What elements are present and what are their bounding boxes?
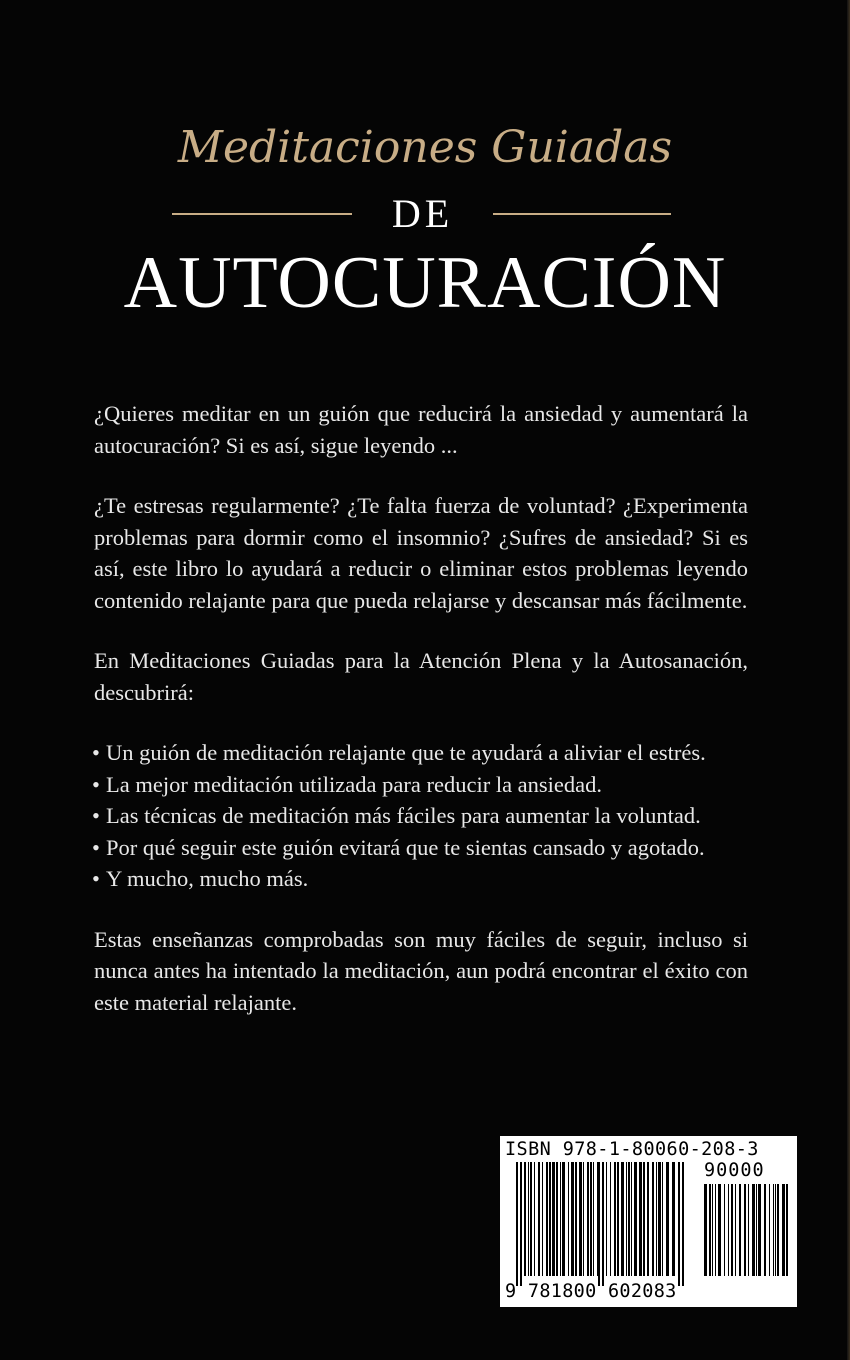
barcode-bar: [769, 1184, 770, 1276]
barcode-bar: [782, 1184, 785, 1276]
list-item: [94, 800, 748, 832]
barcode-bar: [626, 1162, 627, 1276]
barcode-bar: [530, 1162, 532, 1276]
bullet-icon: •: [92, 740, 100, 765]
barcode-bar: [552, 1162, 555, 1276]
blurb: [94, 398, 748, 1047]
list-item-text: Por qué seguir este guión evitará que te sientas cansado y agotado.: [106, 834, 705, 860]
barcode-bar: [556, 1162, 558, 1276]
barcode-bar: [568, 1162, 569, 1276]
barcode-bar: [516, 1162, 518, 1286]
blurb-paragraph-1: ¿Quieres meditar en un guión que reducirá la ansiedad y aumentará la autocuración? Si es así, sigue leyendo ...: [94, 401, 748, 458]
ean-digits: 9 781800 602083: [505, 1281, 677, 1302]
barcode-bar: [718, 1184, 721, 1276]
barcode-bar: [621, 1162, 624, 1276]
barcode-bar: [709, 1184, 711, 1276]
barcode-bar: [528, 1162, 529, 1276]
barcode-bar: [739, 1184, 741, 1276]
title-de: DE: [391, 191, 454, 236]
barcode-bar: [724, 1184, 725, 1276]
title-de-row: [0, 192, 850, 240]
barcode-bar: [598, 1162, 600, 1286]
barcode-bar: [731, 1184, 733, 1276]
barcode-bar: [647, 1162, 649, 1276]
barcode-bar: [631, 1162, 632, 1276]
barcode-bar: [546, 1162, 548, 1276]
bullet-icon: •: [92, 771, 100, 797]
barcode-bar: [520, 1162, 522, 1286]
barcode-bar: [614, 1162, 616, 1276]
barcode-bar: [643, 1162, 645, 1276]
barcode-bar: [542, 1162, 543, 1276]
barcode-bar: [744, 1184, 746, 1276]
barcode-bar: [587, 1162, 589, 1276]
barcode-bar: [562, 1162, 565, 1276]
barcode-bar: [704, 1184, 707, 1276]
list-item-text: Un guión de meditación relajante que te ayudará a aliviar el estrés.: [106, 740, 706, 765]
barcode-bar: [764, 1184, 766, 1276]
barcode-bar: [639, 1162, 642, 1276]
barcode-bar: [524, 1162, 526, 1276]
barcode-bar: [606, 1162, 607, 1276]
blurb-paragraph-2: ¿Te estresas regularmente? ¿Te falta fuerza de voluntad? ¿Experimenta problemas para dormir como el insomnio? ¿Sufres de ansiedad? Si es así, este libro lo ayudará a reducir o eliminar estos problemas leyendo contenido relajante para que pueda relajarse y descansar más fácilmente.: [94, 493, 748, 613]
barcode-bar: [610, 1162, 611, 1276]
barcode-bar: [728, 1184, 729, 1276]
barcode-bar: [775, 1184, 776, 1276]
barcode-bar: [658, 1162, 661, 1276]
list-item: [94, 769, 748, 801]
barcode-bar: [583, 1162, 584, 1276]
barcode-bar: [748, 1184, 749, 1276]
barcode-bar: [534, 1162, 535, 1276]
barcode-bar: [666, 1162, 669, 1276]
barcode-bar: [773, 1184, 774, 1276]
list-item-text: La mejor meditación utilizada para reducir la ansiedad.: [106, 771, 603, 797]
isbn-barcode: [500, 1136, 797, 1307]
barcode-bar: [602, 1162, 604, 1286]
barcode-bar: [571, 1162, 574, 1276]
barcode-bar: [575, 1162, 577, 1276]
title-main: AUTOCURACIÓN: [123, 242, 727, 324]
list-item: [94, 863, 748, 895]
price-code: 90000: [704, 1160, 765, 1181]
barcode-bar: [682, 1162, 684, 1286]
divider-left: [172, 213, 352, 215]
barcode-bar: [560, 1162, 561, 1276]
bullet-icon: •: [92, 834, 100, 860]
divider-right: [493, 213, 671, 215]
barcode-bar: [715, 1184, 716, 1276]
list-item: [94, 737, 748, 769]
barcode-bar: [752, 1184, 755, 1276]
isbn-label: ISBN 978-1-80060-208-3: [505, 1139, 759, 1160]
barcode-bar: [549, 1162, 551, 1276]
barcode-bar: [628, 1162, 630, 1276]
benefits-list: [94, 737, 748, 895]
barcode-bar: [652, 1162, 654, 1276]
barcode-bar: [777, 1184, 779, 1276]
barcode-bar: [590, 1162, 592, 1276]
barcode-bar: [758, 1184, 761, 1276]
barcode-bar: [712, 1184, 713, 1276]
title-script: Meditaciones Guiadas: [177, 122, 673, 173]
barcode-bar: [634, 1162, 637, 1276]
barcode-bar: [735, 1184, 736, 1276]
barcode-bar: [538, 1162, 540, 1276]
list-item-text: Las técnicas de meditación más fáciles para aumentar la voluntad.: [106, 803, 701, 828]
bullet-icon: •: [92, 803, 100, 828]
barcode-bar: [672, 1162, 675, 1276]
barcode-bar: [593, 1162, 594, 1276]
barcode-bar: [579, 1162, 582, 1276]
blurb-paragraph-3: En Meditaciones Guiadas para la Atención Plena y la Autosanación, descubrirá:: [94, 648, 748, 705]
blurb-paragraph-4: Estas enseñanzas comprobadas son muy fáciles de seguir, incluso si nunca antes ha intentado la meditación, aun podrá encontrar el éxito con este material relajante.: [94, 926, 748, 1015]
barcode-bar: [656, 1162, 657, 1276]
barcode-bar: [662, 1162, 663, 1276]
barcode-bar: [678, 1162, 680, 1286]
list-item: [94, 832, 748, 864]
bullet-icon: •: [92, 866, 100, 891]
barcode-bar: [756, 1184, 757, 1276]
list-item-text: Y mucho, mucho más.: [106, 866, 309, 891]
barcode-bar: [617, 1162, 619, 1276]
barcode-bar: [786, 1184, 788, 1276]
